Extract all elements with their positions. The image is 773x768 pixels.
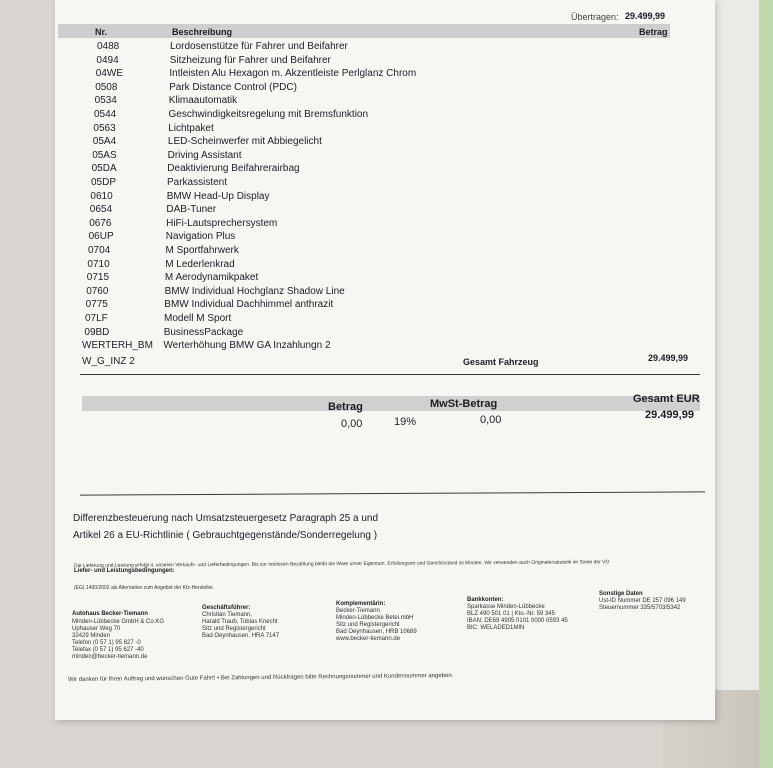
item-number: 05AS xyxy=(92,149,117,161)
item-number: 09BD xyxy=(84,326,110,338)
footer-management-line: Harald Traub, Tobias Knecht xyxy=(202,619,278,625)
footer-bank-title: Bankkonten: xyxy=(467,597,504,603)
item-code-continuation: W_G_INZ 2 xyxy=(82,356,135,367)
item-description: HiFi-Lautsprechersystem xyxy=(166,217,278,229)
item-description: Lordosenstütze für Fahrer und Beifahrer xyxy=(170,41,348,52)
gesamt-fahrzeug-label: Gesamt Fahrzeug xyxy=(463,357,539,367)
item-description: Parkassistent xyxy=(167,177,228,188)
footer-bank-line: Sparkasse Minden-Lübbecke xyxy=(467,604,545,610)
item-number: 05DP xyxy=(91,177,117,188)
item-description: BusinessPackage xyxy=(163,326,244,338)
totals-mwst-value: 0,00 xyxy=(480,414,502,426)
totals-betrag-value: 0,00 xyxy=(341,418,363,430)
totals-mwst-label: MwSt-Betrag xyxy=(430,398,498,410)
footer-partner-line: Minden-Lübbecke Betei.mbH xyxy=(336,615,414,621)
totals-gesamt-label: Gesamt EUR xyxy=(633,393,700,405)
item-description: Lichtpaket xyxy=(168,122,214,134)
conditions-line1: Die Lieferung und Leistung erfolgt it. unseren Verkaufs- und Lieferbedingungen. Bis zur restlosen Bezahlung bleibt die Ware unser Eigentum. Erfüllungsort und Gerichtsstand ist Minden. Wir verwenden auch Originalersatzteile im Sinne der VO xyxy=(74,559,610,569)
item-description: BMW Head-Up Display xyxy=(166,190,270,202)
item-number: 05DA xyxy=(91,163,117,175)
item-number: 06UP xyxy=(88,231,114,243)
conditions-title: Liefer- und Leistungsbedingungen: xyxy=(74,568,175,574)
footer-bank-line: BIC: WELADED1MIN xyxy=(467,625,525,631)
footer-partner-line: Becker-Tiemann xyxy=(336,608,380,614)
item-description: LED-Scheinwerfer mit Abbiegelicht xyxy=(167,136,322,148)
footer-other-title: Sonstige Daten xyxy=(599,591,643,597)
footer-management-line: Sitz und Registergericht xyxy=(202,626,266,632)
footer-partner-title: Komplementärin: xyxy=(336,601,386,607)
totals-gesamt-value: 29.499,99 xyxy=(645,409,694,421)
tax-note-line1: Differenzbesteuerung nach Umsatzsteuergesetz Paragraph 25 a und xyxy=(73,513,379,524)
footer-bank-line: IBAN: DE69 4905 0101 0000 0593 45 xyxy=(467,618,568,624)
footer-partner-line: Sitz und Registergericht xyxy=(336,622,400,628)
item-number: 0710 xyxy=(87,258,110,270)
totals-betrag-label: Betrag xyxy=(328,401,363,413)
item-number: 0760 xyxy=(86,285,109,297)
footer-bank-block xyxy=(467,604,568,632)
item-number: 0488 xyxy=(97,41,120,52)
item-description: DAB-Tuner xyxy=(166,204,217,216)
footer-management-block xyxy=(202,612,279,640)
item-description: Sitzheizung für Fahrer und Beifahrer xyxy=(169,54,331,66)
item-description: Klimaautomatik xyxy=(168,95,238,107)
footer-other-line: Ust-ID Nummer DE 257 096 149 xyxy=(599,598,686,604)
item-description: M Aerodynamikpaket xyxy=(164,272,259,284)
footer-partner-line: www.becker-tiemann.de xyxy=(336,636,401,642)
footer-bank-line: BLZ 490 501 01 | Kto.-Nr. 59 345 xyxy=(467,611,555,617)
footer-company-line: Telefon (0 57 1) 95 627 -0 xyxy=(72,640,141,646)
subtotal-rule xyxy=(80,374,700,375)
footer-management-line: Christian Tiemann, xyxy=(202,612,253,618)
footer-partner-line: Bad Oeynhausen, HRB 10689 xyxy=(336,629,417,635)
item-description: Intleisten Alu Hexagon m. Akzentleiste Perlglanz Chrom xyxy=(169,68,417,80)
footer-company-title: Autohaus Becker-Tiemann xyxy=(72,611,148,617)
column-header-nr: Nr. xyxy=(95,27,108,37)
item-number: 0715 xyxy=(86,272,110,284)
column-header-betrag: Betrag xyxy=(639,27,668,37)
item-number: 0563 xyxy=(93,122,116,134)
footer-other-block xyxy=(599,598,686,612)
item-description: BMW Individual Hochglanz Shadow Line xyxy=(164,285,345,297)
footer-company-line: Telefax (0 57 1) 95 627 -40 xyxy=(72,647,144,653)
green-folder-edge xyxy=(759,0,773,768)
item-description: M Sportfahrwerk xyxy=(165,245,239,256)
table-header-bar xyxy=(58,24,670,38)
item-number: 0704 xyxy=(88,245,111,256)
totals-header-bar xyxy=(82,396,700,411)
item-number: 0494 xyxy=(96,54,119,66)
totals-mwst-rate: 19% xyxy=(394,416,417,428)
item-description: Werterhöhung BMW GA Inzahlungn 2 xyxy=(163,340,331,352)
footer-company-line: 32429 Minden xyxy=(72,633,111,639)
gesamt-fahrzeug-value: 29.499,99 xyxy=(648,353,689,363)
item-description: Geschwindigkeitsregelung mit Bremsfunktion xyxy=(168,109,369,120)
column-header-beschreibung: Beschreibung xyxy=(172,27,233,37)
footer-management-line: Bad Oeynhausen, HRA 7147 xyxy=(202,633,280,639)
item-number: 0610 xyxy=(90,190,113,202)
footer-company-line: Minden-Lübbecke GmbH & Co.KG xyxy=(72,619,165,625)
conditions-line2: (EG) 1400/2002 als Alternative zum Angebot der Kfz-Hersteller. xyxy=(74,585,215,591)
item-description: M Lederlenkrad xyxy=(165,258,235,270)
uebertragen-value: 29.499,99 xyxy=(625,11,666,21)
footer-thanks: Wir danken für Ihren Auftrag und wünschen Gute Fahrt! • Bei Zahlungen und Rückfragen bitte Rechnungsnummer und Kundennummer angeben. xyxy=(68,672,454,683)
item-number: 0775 xyxy=(85,299,108,311)
item-description: Deaktivierung Beifahrerairbag xyxy=(167,163,300,175)
item-number: 05A4 xyxy=(92,136,117,148)
footer-partner-block xyxy=(336,608,417,643)
item-number: WERTERH_BM xyxy=(82,340,153,352)
tax-note-line2: Artikel 26 a EU-Richtlinie ( Gebrauchtgegenstände/Sonderregelung ) xyxy=(73,530,378,541)
footer-company-line: minden@becker-tiemann.de xyxy=(72,654,148,660)
item-number: 0508 xyxy=(95,81,118,93)
footer-company-line: Uphauser Weg 70 xyxy=(72,626,121,632)
item-description: Navigation Plus xyxy=(165,231,236,243)
item-number: 0544 xyxy=(94,109,117,120)
item-number: 07LF xyxy=(85,313,108,324)
footer-other-line: Steuernummer 335/5703/5342 xyxy=(599,605,681,611)
item-description: BMW Individual Dachhimmel anthrazit xyxy=(164,299,334,311)
uebertragen-label: Übertragen: xyxy=(571,12,619,22)
footer-company-block xyxy=(72,619,164,661)
item-number: 0654 xyxy=(89,204,113,216)
footer-management-title: Geschäftsführer: xyxy=(202,605,251,611)
item-description: Park Distance Control (PDC) xyxy=(169,81,297,93)
item-number: 0534 xyxy=(94,95,117,107)
item-description: Driving Assistant xyxy=(167,149,242,161)
item-number: 04WE xyxy=(95,68,124,80)
item-description: Modell M Sport xyxy=(164,313,232,324)
item-number: 0676 xyxy=(89,217,112,229)
